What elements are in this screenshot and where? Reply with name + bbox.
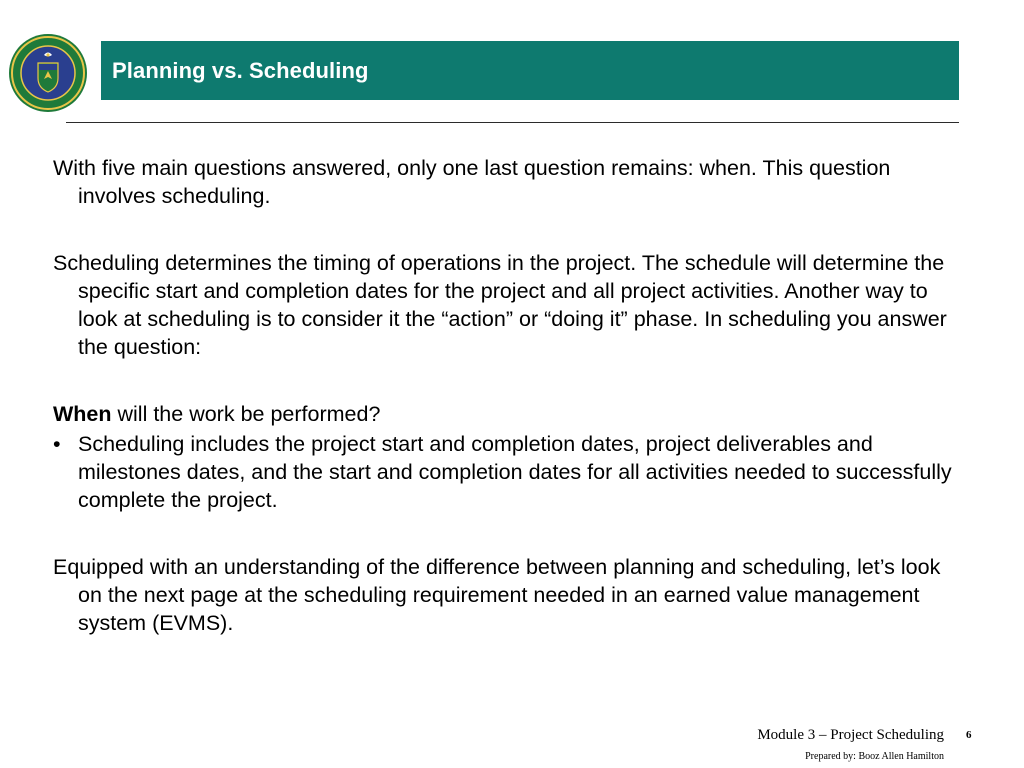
key-question [53,400,963,428]
department-of-energy-seal-icon [8,33,88,113]
bullet-text: Scheduling includes the project start and completion dates, project deliverables and milestones dates, and the start and completion dates for all activities needed to successfully complete the project. [78,432,952,512]
title-divider [66,122,959,123]
bullet-dot: • [53,432,61,456]
page-title: Planning vs. Scheduling [112,57,369,83]
intro-paragraph: With five main questions answered, only one last question remains: when. This question involves scheduling. [53,156,891,208]
scheduling-definition-paragraph: Scheduling determines the timing of operations in the project. The schedule will determine the specific start and completion dates for the project and all project activities. Another way to look at scheduling is to consider it the “action” or “doing it” phase. In scheduling you answer the question: [53,251,947,359]
slide-body [53,154,963,637]
footer-page-number: 6 [966,729,972,741]
key-question-bold: When [53,402,112,426]
footer-module-label: Module 3 – Project Scheduling [757,727,944,743]
footer-prepared-by: Prepared by: Booz Allen Hamilton [805,751,944,762]
key-question-rest: will the work be performed? [111,402,381,426]
bullet-item [53,430,963,514]
title-bar [101,41,959,100]
closing-paragraph: Equipped with an understanding of the difference between planning and scheduling, let’s look on the next page at the scheduling requirement needed in an earned value management system (EVMS). [53,555,941,635]
